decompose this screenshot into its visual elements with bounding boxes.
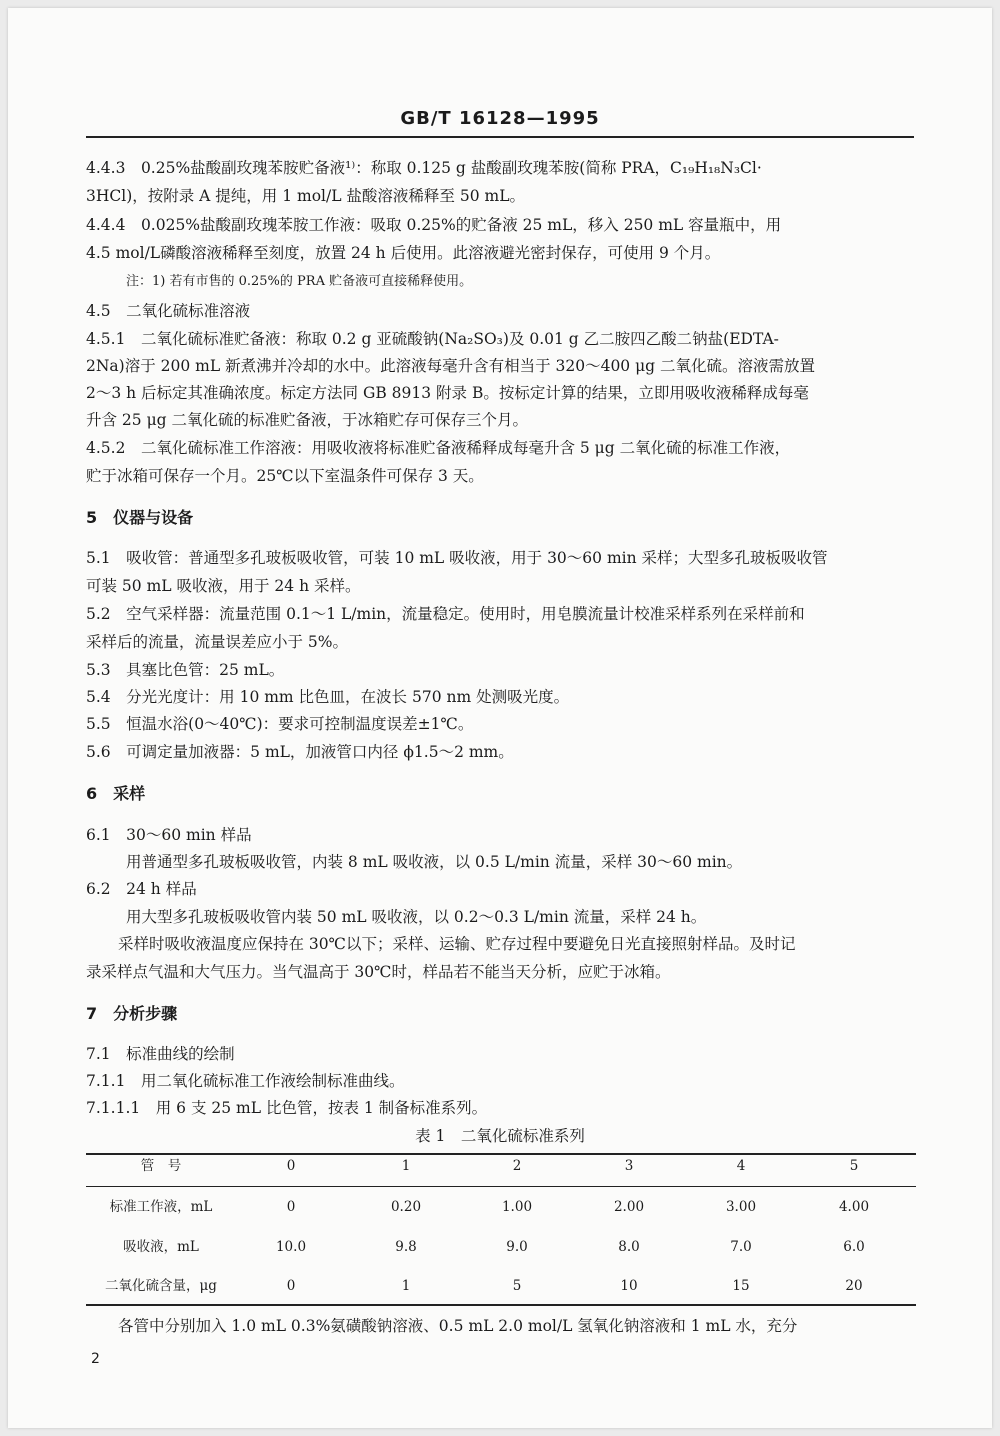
clause-4-4-3-line-2: 3HCl)，按附录 A 提纯，用 1 mol/L 盐酸溶液稀释至 50 mL。 (86, 187, 526, 205)
document-page (8, 8, 992, 1428)
table-header-cell: 1 (401, 1158, 411, 1174)
clause-5-3: 5.3 具塞比色管：25 mL。 (86, 661, 285, 679)
table-header-rule (86, 1186, 916, 1187)
table-cell: 0.20 (390, 1199, 422, 1215)
clause-5-4: 5.4 分光光度计：用 10 mm 比色皿，在波长 570 nm 处测吸光度。 (86, 688, 570, 706)
table-cell: 0 (286, 1278, 296, 1294)
table-header-cell: 4 (736, 1158, 746, 1174)
table-cell: 7.0 (730, 1239, 752, 1255)
sampling-note-line-1: 采样时吸收液温度应保持在 30℃以下；采样、运输、贮存过程中要避免日光直接照射样品。及时记 (118, 935, 796, 953)
clause-4-5-1-line-3: 2～3 h 后标定其准确浓度。标定方法同 GB 8913 附录 B。按标定计算的结果，立即用吸收液稀释成每毫 (86, 384, 809, 402)
clause-4-5-heading: 4.5 二氧化硫标准溶液 (86, 302, 251, 320)
section-7-heading: 7 分析步骤 (86, 1004, 178, 1023)
footnote: 注：1) 若有市售的 0.25%的 PRA 贮备液可直接稀释使用。 (126, 274, 473, 289)
clause-4-4-4-line-2: 4.5 mol/L磷酸溶液稀释至刻度，放置 24 h 后使用。此溶液避光密封保存，可使用 9 个月。 (86, 244, 721, 262)
table-caption: 表 1 二氧化硫标准系列 (415, 1127, 585, 1145)
table-cell: 吸收液，mL (123, 1239, 199, 1255)
clause-4-5-1-line-4: 升含 25 μg 二氧化硫的标准贮备液，于冰箱贮存可保存三个月。 (86, 411, 529, 429)
clause-5-1-line-2: 可装 50 mL 吸收液，用于 24 h 采样。 (86, 577, 361, 595)
clause-4-5-2-line-2: 贮于冰箱可保存一个月。25℃以下室温条件可保存 3 天。 (86, 467, 484, 485)
clause-4-5-1-line-1: 4.5.1 二氧化硫标准贮备液：称取 0.2 g 亚硫酸钠(Na₂SO₃)及 0.01 g 乙二胺四乙酸二钠盐(EDTA- (86, 330, 779, 348)
table-cell: 8.0 (618, 1239, 640, 1255)
clause-5-6: 5.6 可调定量加液器：5 mL，加液管口内径 ϕ1.5～2 mm。 (86, 743, 514, 761)
page-number: 2 (91, 1351, 100, 1367)
clause-5-2-line-1: 5.2 空气采样器：流量范围 0.1～1 L/min，流量稳定。使用时，用皂膜流量计校准采样系列在采样前和 (86, 605, 805, 623)
table-cell: 二氧化硫含量，μg (105, 1278, 217, 1294)
table-cell: 1.00 (501, 1199, 533, 1215)
table-cell: 10.0 (275, 1239, 307, 1255)
section-6-heading: 6 采样 (86, 784, 146, 803)
table-cell: 20 (845, 1278, 863, 1294)
table-cell: 9.0 (506, 1239, 528, 1255)
table-cell: 标准工作液，mL (109, 1199, 213, 1215)
table-header-cell: 2 (512, 1158, 522, 1174)
clause-5-5: 5.5 恒温水浴(0～40℃)：要求可控制温度误差±1℃。 (86, 715, 474, 733)
clause-6-1: 6.1 30～60 min 样品 (86, 826, 252, 844)
table-top-rule (86, 1153, 916, 1155)
table-cell: 10 (620, 1278, 638, 1294)
table-cell: 1 (401, 1278, 411, 1294)
clause-7-1-1-1: 7.1.1.1 用 6 支 25 mL 比色管，按表 1 制备标准系列。 (86, 1099, 488, 1117)
clause-5-2-line-2: 采样后的流量，流量误差应小于 5%。 (86, 633, 349, 651)
table-cell: 4.00 (838, 1199, 870, 1215)
clause-7-1-1: 7.1.1 用二氧化硫标准工作液绘制标准曲线。 (86, 1072, 405, 1090)
table-cell: 6.0 (843, 1239, 865, 1255)
clause-6-2-body: 用大型多孔玻板吸收管内装 50 mL 吸收液，以 0.2～0.3 L/min 流量，采样 24 h。 (126, 908, 707, 926)
table-bottom-rule (86, 1304, 916, 1306)
header-rule (86, 136, 914, 138)
section-5-heading: 5 仪器与设备 (86, 508, 194, 527)
clause-4-4-3-line-1: 4.4.3 0.25%盐酸副玫瑰苯胺贮备液¹⁾：称取 0.125 g 盐酸副玫瑰苯胺(简称 PRA，C₁₉H₁₈N₃Cl· (86, 159, 762, 177)
clause-4-4-4-line-1: 4.4.4 0.025%盐酸副玫瑰苯胺工作液：吸取 0.25%的贮备液 25 mL，移入 250 mL 容量瓶中，用 (86, 216, 782, 234)
clause-4-5-1-line-2: 2Na)溶于 200 mL 新煮沸并冷却的水中。此溶液每毫升含有相当于 320～400 μg 二氧化硫。溶液需放置 (86, 357, 816, 375)
table-cell: 15 (732, 1278, 750, 1294)
standard-header: GB/T 16128—1995 (400, 108, 600, 129)
table-cell: 3.00 (725, 1199, 757, 1215)
table-cell: 5 (512, 1278, 522, 1294)
clause-6-2: 6.2 24 h 样品 (86, 880, 197, 898)
table-cell: 2.00 (613, 1199, 645, 1215)
clause-4-5-2-line-1: 4.5.2 二氧化硫标准工作溶液：用吸收液将标准贮备液稀释成每毫升含 5 μg 二氧化硫的标准工作液， (86, 439, 791, 457)
sampling-note-line-2: 录采样点气温和大气压力。当气温高于 30℃时，样品若不能当天分析，应贮于冰箱。 (86, 963, 671, 981)
table-cell: 0 (286, 1199, 296, 1215)
clause-6-1-body: 用普通型多孔玻板吸收管，内装 8 mL 吸收液，以 0.5 L/min 流量，采样 30～60 min。 (126, 853, 743, 871)
table-header-cell: 3 (624, 1158, 634, 1174)
clause-7-1: 7.1 标准曲线的绘制 (86, 1045, 235, 1063)
table-header-cell: 0 (286, 1158, 296, 1174)
clause-5-1-line-1: 5.1 吸收管：普通型多孔玻板吸收管，可装 10 mL 吸收液，用于 30～60 min 采样；大型多孔玻板吸收管 (86, 549, 828, 567)
paragraph-after-table: 各管中分别加入 1.0 mL 0.3%氨磺酸钠溶液、0.5 mL 2.0 mol/L 氢氧化钠溶液和 1 mL 水，充分 (118, 1317, 798, 1335)
table-header-cell: 管 号 (140, 1158, 182, 1174)
table-header-cell: 5 (849, 1158, 859, 1174)
table-cell: 9.8 (395, 1239, 417, 1255)
